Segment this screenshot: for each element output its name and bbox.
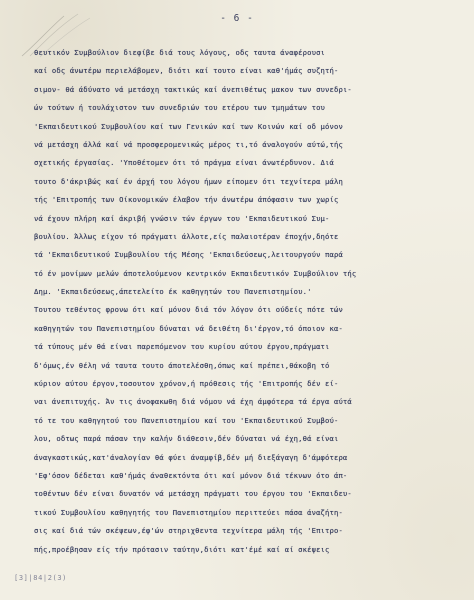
text-line: τά τύπους μέν θά είναι παρεπόμενον του κυρίου αύτου έργου,πράγματι: [34, 342, 330, 352]
text-line: Δημ. 'Εκπαιδεύσεως,άπετελείτο έκ καθηγητών του Πανεπιστημίου.': [34, 287, 312, 297]
text-line: κύριον αύτου έργον,τοσουτον χρόνον,ή πρόθεσις τής 'Επιτροπής δέν εί-: [34, 379, 339, 389]
text-line: άναγκαστικώς,κατ'άναλογίαν θά φύει άναμφίβ,δέν μή διεξάγαγη δ'άμφότερα: [34, 452, 348, 462]
text-line: 'Εφ'όσον δέδεται καθ'ήμάς άναθεκτόντα ότι καί μόνον διά τέκνων ότο άπ-: [34, 470, 348, 480]
text-line: Τουτου τεθέντος φρονω ότι καί μόνον διά τόν λόγον ότι ούδείς πότε τών: [34, 305, 343, 315]
text-line: πής,προέβησαν είς τήν πρότασιν ταύτην,διότι κατ'έμέ καί αί σκέψεις: [34, 544, 330, 554]
text-line: νά μετάσχη άλλά καί νά προσφερομενικώς μέρος τι,τό άναλογούν αύτώ,τής: [34, 139, 343, 149]
text-line: δ'όμως,έν θέλη νά ταυτα τουτο άποτελέσθη,όπως καί πρέπει,θάκοβη τό: [34, 360, 330, 370]
text-line: τουτο δ'άκριβώς καί έν άρχή του λόγου ήμων είπομεν ότι τεχνίτερα μάλη: [34, 176, 343, 186]
text-line: σιμον- θά άδύνατο νά μετάσχη τακτικώς καί άνεπιθέτως μακον των συνεδρι-: [34, 84, 352, 94]
page-number: - 6 -: [220, 13, 254, 24]
text-line: λου, οδτως παρά πάσαν την καλήν διάθεσιν,δέν δύναται νά έχη,θά είναι: [34, 434, 339, 444]
text-line: τό τε του καθηγητού του Πανεπιστημίου καί του 'Εκπαιδευτικού Συμβού-: [34, 415, 339, 425]
text-line: νά έχουν πλήρη καί άκριβή γνώσιν τών έργων του 'Εκπαιδευτικού Συμ-: [34, 213, 330, 223]
text-line: τικού Συμβουλίου καθηγητής του Πανεπιστημίου περιττεύει πάσα άναζήτη-: [34, 507, 343, 517]
text-line: τό έν μονίμων μελών άποτελούμενον κεντρικόν Εκπαιδευτικόν Συμβούλιον τής: [34, 268, 357, 278]
text-line: ναι άνεπιτυχής. Άν τις άνοφακωθη διά νόμου νά έχη άμφότερα τά έργα αύτά: [34, 397, 352, 407]
text-line: τά 'Εκπαιδευτικού Συμβουλίου τής Μέσης 'Εκπαιδεύσεως,λειτουργούν παρά: [34, 250, 343, 260]
text-line: τής 'Επιτροπής των Οίκονομικών έλαβον τήν άνωτέρω άπόφασιν των χωρίς: [34, 195, 339, 205]
text-line: θευτικόν Συμβούλιον διεφίβε διά τους λόγους, οδς ταυτα άναφέρουσι: [34, 48, 326, 57]
text-line: ών τούτων ή τουλάχιστον των συνεδριών του ετέρου των τμημάτων του: [34, 103, 326, 113]
text-line: καθηγητών του Πανεπιστημίου δύναται νά δειθέτη δι'έργον,τό όποιον κα-: [34, 323, 343, 333]
text-line: σχετικής έργασίας. 'Υποθέτομεν ότι τό πράγμα είναι άνωτέρδυνον. Διά: [34, 158, 334, 168]
archive-stamp: [3]|84|2(3): [14, 574, 67, 582]
typed-text-body: [34, 44, 454, 559]
text-line: καί οδς άνωτέρω περιελάβομεν, διότι καί τουτο είναι καθ'ήμάς συζητή-: [34, 66, 339, 76]
text-line: 'Εκπαιδευτικού Συμβουλίου καί των Γενικών καί των Κοινών καί οδ μόνον: [34, 121, 343, 131]
text-line: βουλίου. Άλλως είχον τό πράγματι άλλοτε,είς παλαιοτέραν έποχήν,δηότε: [34, 231, 339, 241]
text-line: σις καί διά τών σκέψεων,έφ'ών στηριχθεντα τεχνίτερα μάλη τής 'Επιτρο-: [34, 526, 343, 536]
text-line: τοθέντων δέν είναι δυνατόν νά μετάσχη πράγματι του έργου του 'Εκπαιδευ-: [34, 489, 352, 499]
